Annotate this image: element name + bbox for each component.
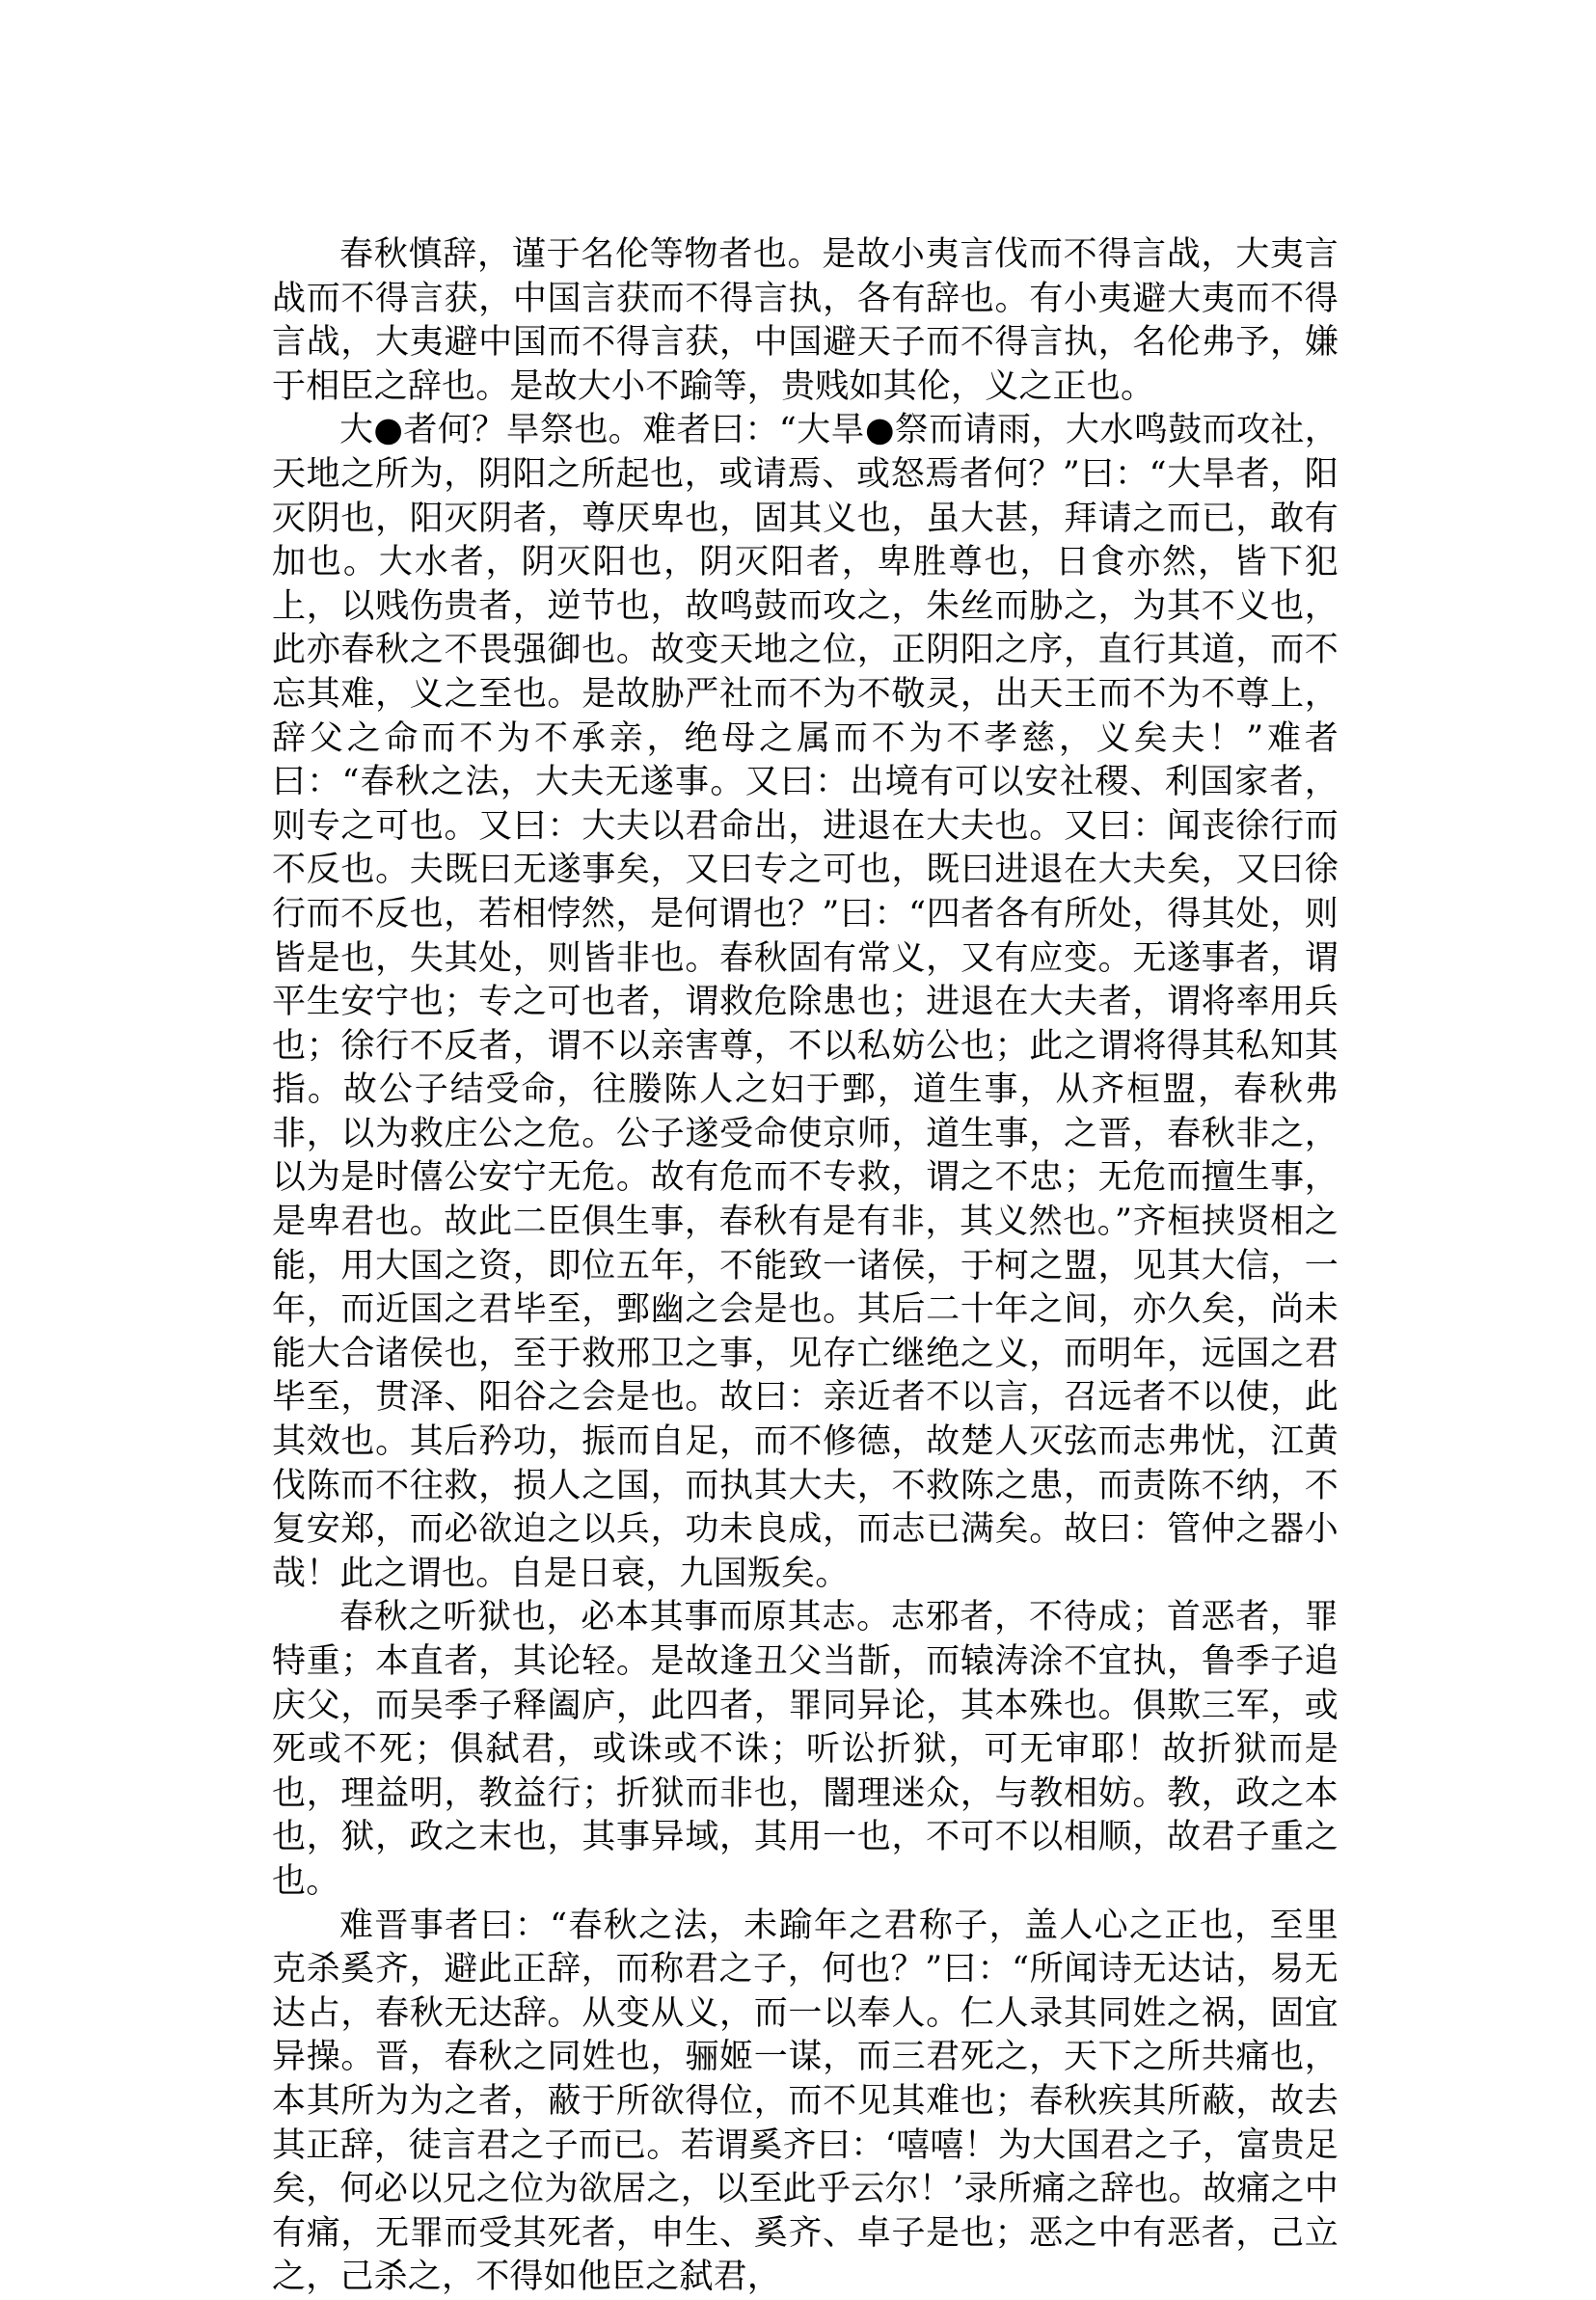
paragraph-3: 春秋之听狱也，必本其事而原其志。志邪者，不待成；首恶者，罪特重；本直者，其论轻。是故逢丑父当斮，而辕涛涂不宜执，鲁季子追庆父，而吴季子释阖庐，此四者，罪同异论，其本殊也。俱欺三军，或死或不死；俱弑君，或诛或不诛；听讼折狱，可无审耶！故折狱而是也，理益明，教益行；折狱而非也，闇理迷众，与教相妨。教，政之本也，狱，政之末也，其事异域，其用一也，不可不以相顺，故君子重之也。 — [272, 1598, 1339, 1901]
paragraph-2: 大●者何？旱祭也。难者曰：“大旱●祭而请雨，大水鸣鼓而攻社，天地之所为，阴阳之所起也，或请焉、或怒焉者何？”曰：“大旱者，阳灭阴也，阳灭阴者，尊厌卑也，固其义也，虽大甚，拜请之而已，敢有加也。大水者，阴灭阳也，阴灭阳者，卑胜尊也，日食亦然，皆下犯上，以贱伤贵者，逆节也，故鸣鼓而攻之，朱丝而胁之，为其不义也，此亦春秋之不畏强御也。故变天地之位，正阴阳之序，直行其道，而不忘其难，义之至也。是故胁严社而不为不敬灵，出天王而不为不尊上，辞父之命而不为不承亲，绝母之属而不为不孝慈，义矣夫！”难者曰：“春秋之法，大夫无遂事。又曰：出境有可以安社稷、利国家者，则专之可也。又曰：大夫以君命出，进退在大夫也。又曰：闻丧徐行而不反也。夫既曰无遂事矣，又曰专之可也，既曰进退在大夫矣，又曰徐行而不反也，若相悖然，是何谓也？”曰：“四者各有所处，得其处，则皆是也，失其处，则皆非也。春秋固有常义，又有应变。无遂事者，谓平生安宁也；专之可也者，谓救危除患也；进退在大夫者，谓将率用兵也；徐行不反者，谓不以亲害尊，不以私妨公也；此之谓将得其私知其指。故公子结受命，往媵陈人之妇于鄄，道生事，从齐桓盟，春秋弗非，以为救庄公之危。公子遂受命使京师，道生事，之晋，春秋非之，以为是时僖公安宁无危。故有危而不专救，谓之不忠；无危而擅生事，是卑君也。故此二臣俱生事，春秋有是有非，其义然也。”齐桓挟贤相之能，用大国之资，即位五年，不能致一诸侯，于柯之盟，见其大信，一年，而近国之君毕至，鄄幽之会是也。其后二十年之间，亦久矣，尚未能大合诸侯也，至于救邢卫之事，见存亡继绝之义，而明年，远国之君毕至，贯泽、阳谷之会是也。故曰：亲近者不以言，召远者不以使，此其效也。其后矜功，振而自足，而不修德，故楚人灭弦而志弗忧，江黄伐陈而不往救，损人之国，而执其大夫，不救陈之患，而责陈不纳，不复安郑，而必欲迫之以兵，功未良成，而志已满矣。故曰：管仲之器小哉！此之谓也。自是日衰，九国叛矣。 — [272, 411, 1339, 1593]
body-text — [272, 233, 1339, 2300]
paragraph-1: 春秋慎辞，谨于名伦等物者也。是故小夷言伐而不得言战，大夷言战而不得言获，中国言获而不得言执，各有辞也。有小夷避大夷而不得言战，大夷避中国而不得言获，中国避天子而不得言执，名伦弗予，嫌于相臣之辞也。是故大小不踰等，贵贱如其伦，义之正也。 — [272, 235, 1339, 406]
paragraph-4: 难晋事者曰：“春秋之法，未踰年之君称子，盖人心之正也，至里克杀奚齐，避此正辞，而称君之子，何也？”曰：“所闻诗无达诂，易无达占，春秋无达辞。从变从义，而一以奉人。仁人录其同姓之祸，固宜异操。晋，春秋之同姓也，骊姬一谋，而三君死之，天下之所共痛也，本其所为为之者，蔽于所欲得位，而不见其难也；春秋疾其所蔽，故去其正辞，徒言君之子而已。若谓奚齐曰：‘嘻嘻！为大国君之子，富贵足矣，何必以兄之位为欲居之，以至此乎云尔！’录所痛之辞也。故痛之中有痛，无罪而受其死者，申生、奚齐、卓子是也；恶之中有恶者，己立之，己杀之，不得如他臣之弑君， — [272, 1906, 1339, 2297]
